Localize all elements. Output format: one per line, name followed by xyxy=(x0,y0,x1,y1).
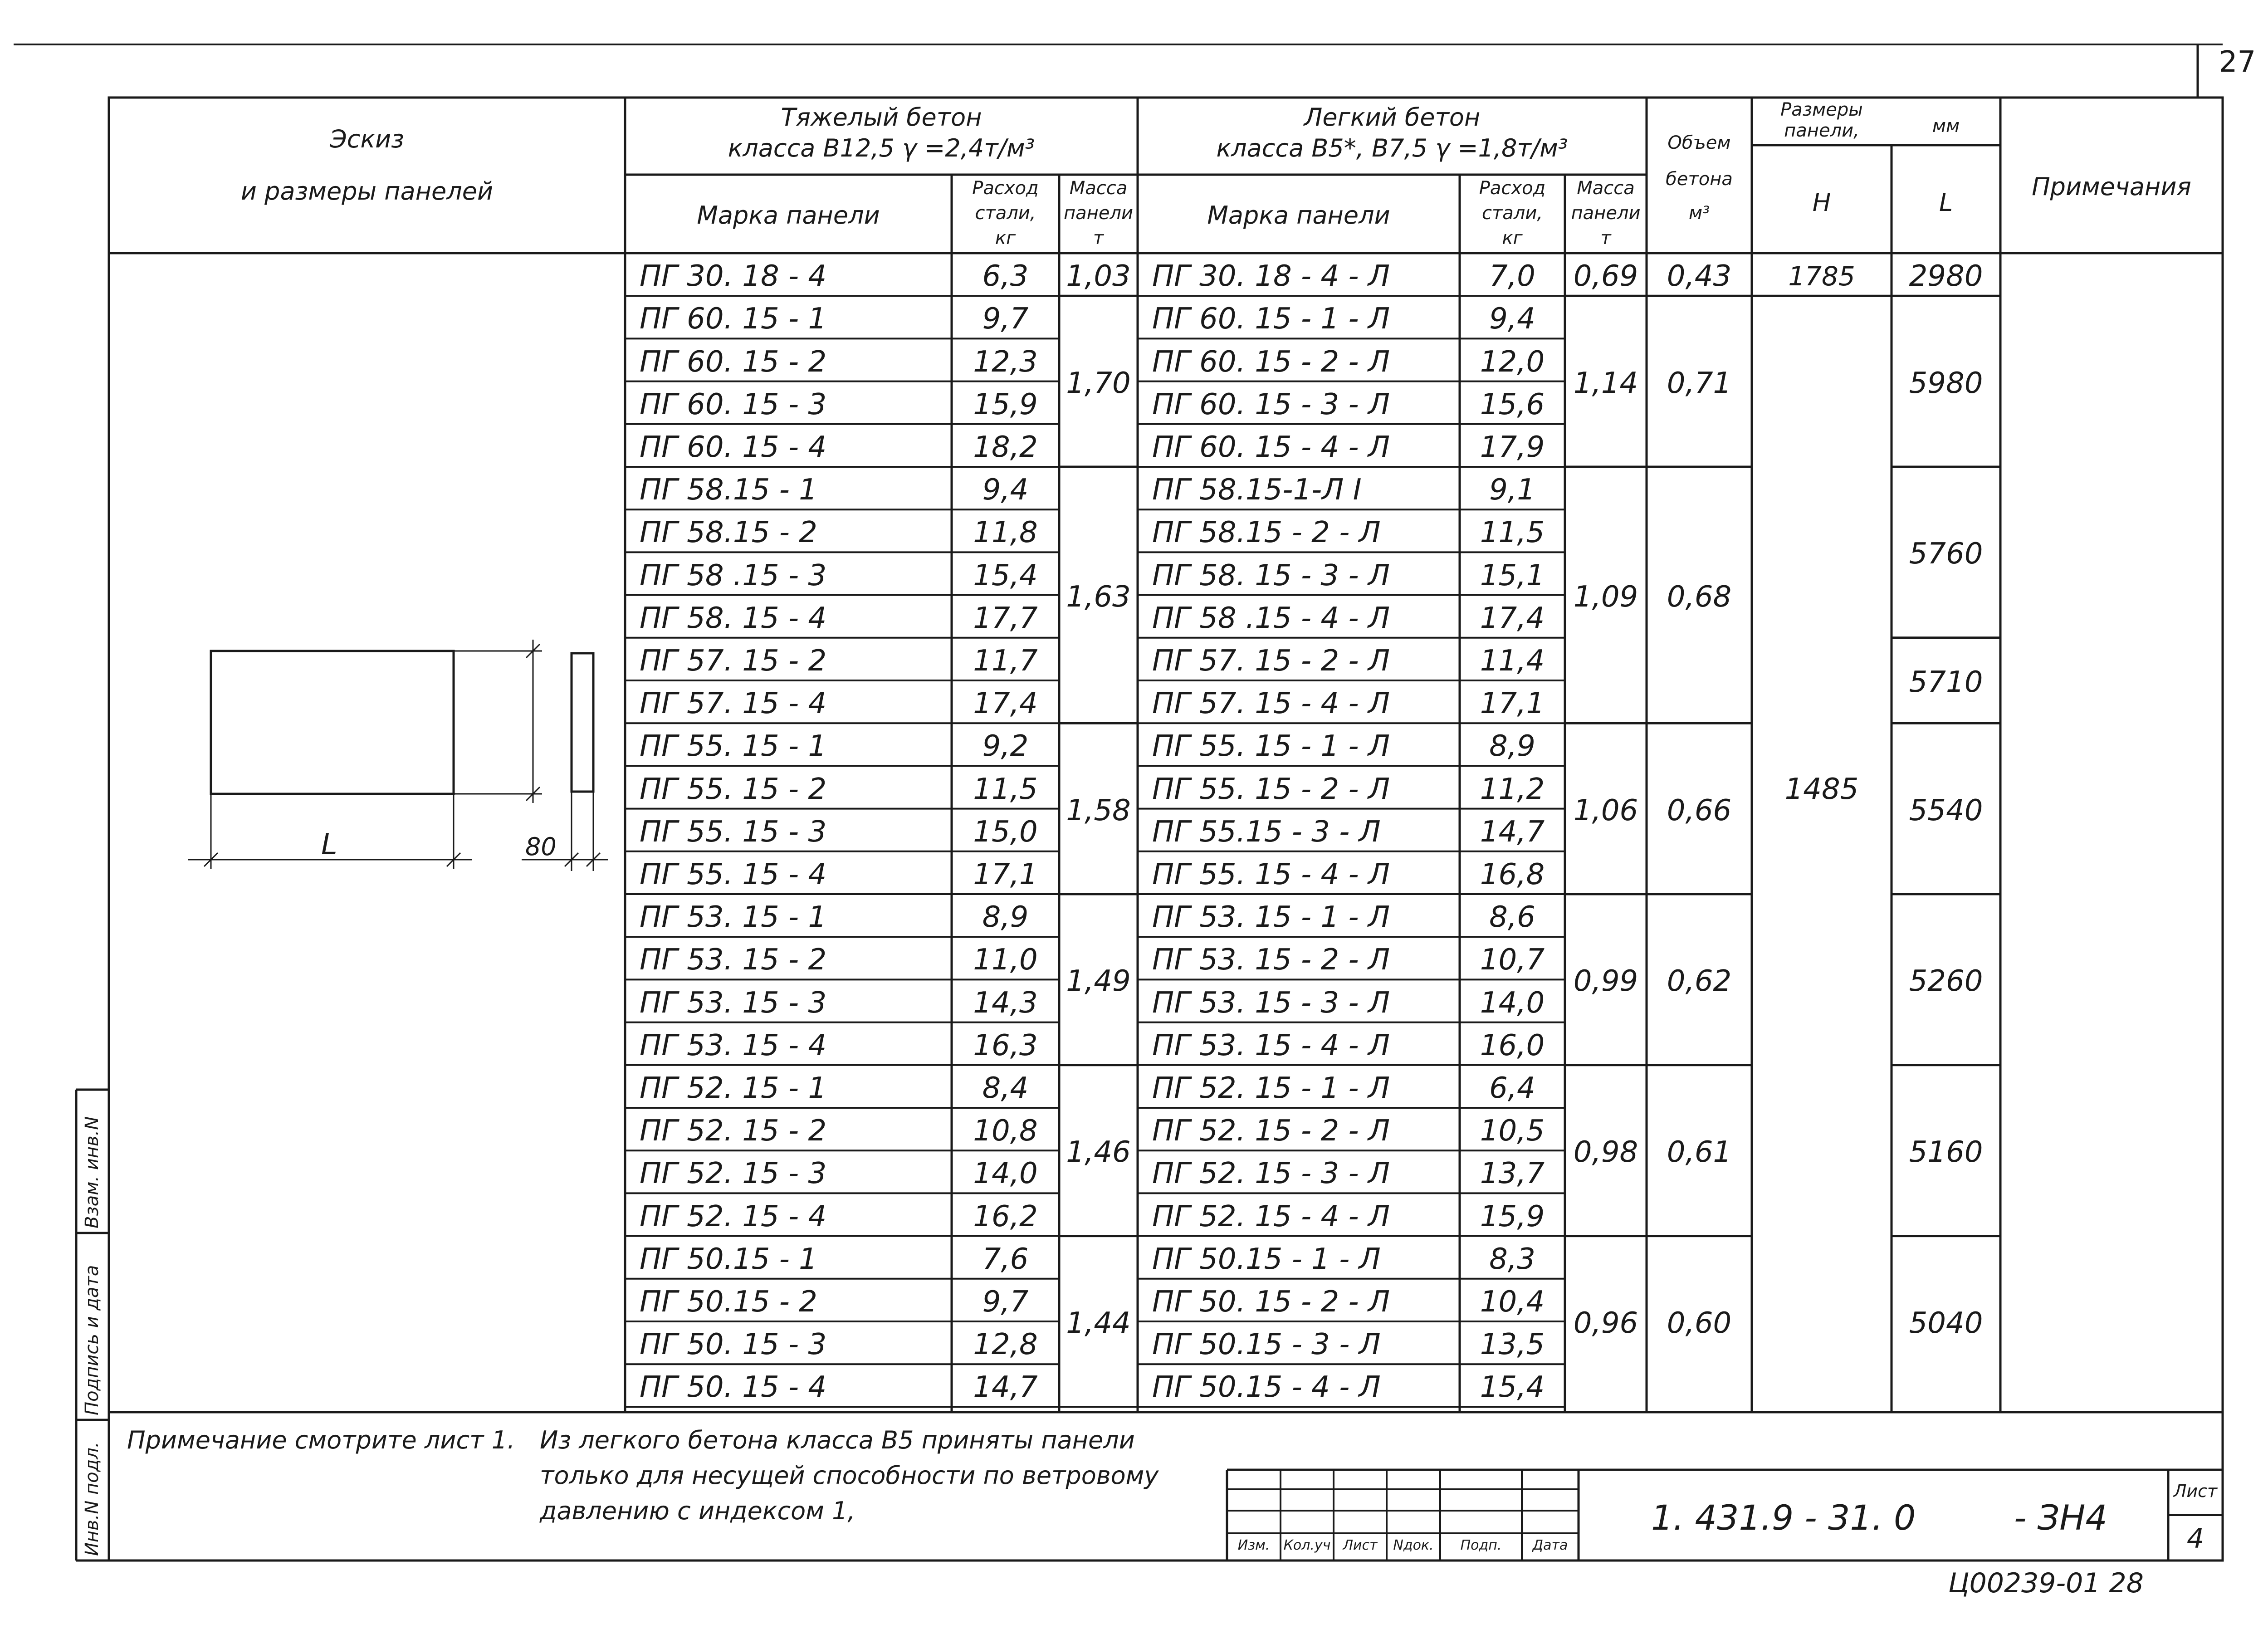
l-dimension-value: 5980 xyxy=(1909,366,1983,400)
document-suffix: - ЗН4 xyxy=(2014,1497,2107,1538)
heavy-panel-mark: ПГ 55. 15 - 2 xyxy=(640,772,827,806)
light-steel-value: 13,7 xyxy=(1480,1157,1545,1191)
heavy-steel-value: 15,9 xyxy=(973,387,1038,421)
light-steel-value: 10,4 xyxy=(1480,1285,1545,1319)
light-steel-value: 15,4 xyxy=(1480,1370,1545,1404)
header-heavy-mass-3: т xyxy=(1093,228,1104,249)
light-panel-mark: ПГ 58.15-1-Л I xyxy=(1152,473,1362,507)
document-code: 1. 431.9 - 31. 0 xyxy=(1651,1497,1916,1538)
light-mass-value: 1,09 xyxy=(1573,580,1638,614)
heavy-steel-value: 7,6 xyxy=(982,1242,1029,1276)
header-light-steel-2: стали, xyxy=(1481,203,1543,224)
heavy-panel-mark: ПГ 60. 15 - 3 xyxy=(640,387,827,421)
heavy-panel-mark: ПГ 58. 15 - 4 xyxy=(640,601,827,635)
heavy-mass-value: 1,63 xyxy=(1066,580,1131,614)
heavy-steel-value: 14,7 xyxy=(973,1370,1038,1404)
header-l: L xyxy=(1939,188,1953,217)
heavy-mass-value: 1,70 xyxy=(1066,366,1131,400)
light-steel-value: 8,9 xyxy=(1489,729,1535,763)
note-line-3: давлению с индексом 1, xyxy=(540,1497,855,1525)
sheet-label: Лист xyxy=(2173,1481,2218,1501)
light-steel-value: 15,6 xyxy=(1480,387,1545,421)
light-panel-mark: ПГ 52. 15 - 1 - Л xyxy=(1152,1071,1390,1105)
header-notes: Примечания xyxy=(2032,172,2191,201)
light-panel-mark: ПГ 52. 15 - 2 - Л xyxy=(1152,1114,1390,1148)
light-panel-mark: ПГ 52. 15 - 4 - Л xyxy=(1152,1199,1390,1233)
heavy-panel-mark: ПГ 50. 15 - 3 xyxy=(640,1328,827,1362)
heavy-panel-mark: ПГ 58 .15 - 3 xyxy=(640,558,827,592)
l-dimension-value: 2980 xyxy=(1909,259,1983,294)
light-panel-mark: ПГ 57. 15 - 2 - Л xyxy=(1152,644,1390,678)
light-steel-value: 6,4 xyxy=(1489,1071,1535,1105)
header-light-steel-3: кг xyxy=(1502,228,1523,249)
header-dims-2: панели, xyxy=(1784,120,1859,141)
light-panel-mark: ПГ 50.15 - 4 - Л xyxy=(1152,1370,1381,1404)
heavy-panel-mark: ПГ 57. 15 - 2 xyxy=(640,644,827,678)
light-steel-value: 16,8 xyxy=(1480,857,1545,891)
l-dimension-value: 5040 xyxy=(1909,1306,1983,1340)
light-steel-value: 14,7 xyxy=(1480,815,1545,849)
light-panel-mark: ПГ 55. 15 - 2 - Л xyxy=(1152,772,1390,806)
light-mass-value: 1,06 xyxy=(1573,793,1638,827)
tb-col-data: Дата xyxy=(1532,1537,1568,1553)
note-label: Примечание смотрите лист 1. xyxy=(127,1426,515,1454)
light-steel-value: 17,1 xyxy=(1480,687,1545,721)
heavy-panel-mark: ПГ 55. 15 - 1 xyxy=(640,729,827,763)
light-panel-mark: ПГ 60. 15 - 3 - Л xyxy=(1152,387,1390,421)
sketch-l-label: L xyxy=(321,828,337,861)
heavy-mass-value: 1,58 xyxy=(1066,793,1131,827)
heavy-steel-value: 11,5 xyxy=(973,772,1038,806)
light-mass-value: 0,98 xyxy=(1573,1135,1638,1169)
light-panel-mark: ПГ 60. 15 - 2 - Л xyxy=(1152,345,1390,379)
header-dims-3: мм xyxy=(1932,116,1960,137)
light-steel-value: 9,4 xyxy=(1489,302,1535,336)
light-panel-mark: ПГ 53. 15 - 2 - Л xyxy=(1152,943,1390,977)
light-steel-value: 8,3 xyxy=(1489,1242,1535,1276)
heavy-panel-mark: ПГ 53. 15 - 4 xyxy=(640,1028,827,1062)
heavy-panel-mark: ПГ 52. 15 - 2 xyxy=(640,1114,827,1148)
light-panel-mark: ПГ 60. 15 - 1 - Л xyxy=(1152,302,1390,336)
light-steel-value: 8,6 xyxy=(1489,900,1535,934)
light-mass-value: 0,69 xyxy=(1573,259,1638,294)
heavy-panel-mark: ПГ 53. 15 - 3 xyxy=(640,986,827,1020)
side-label-inv: Инв.N подл. xyxy=(82,1442,103,1556)
heavy-panel-mark: ПГ 57. 15 - 4 xyxy=(640,687,827,721)
heavy-steel-value: 9,2 xyxy=(982,729,1029,763)
header-heavy-2: класса В12,5 γ =2,4т/м³ xyxy=(728,134,1035,162)
heavy-panel-mark: ПГ 30. 18 - 4 xyxy=(640,259,827,294)
tb-col-kol: Кол.уч xyxy=(1283,1537,1331,1553)
header-dims-1: Размеры xyxy=(1780,99,1863,120)
heavy-steel-value: 16,2 xyxy=(973,1199,1038,1233)
heavy-panel-mark: ПГ 50.15 - 1 xyxy=(640,1242,817,1276)
heavy-panel-mark: ПГ 53. 15 - 2 xyxy=(640,943,827,977)
side-label-vzam: Взам. инв.N xyxy=(82,1116,103,1228)
tb-col-list: Лист xyxy=(1343,1537,1378,1553)
heavy-steel-value: 12,3 xyxy=(973,345,1038,379)
light-panel-mark: ПГ 30. 18 - 4 - Л xyxy=(1152,259,1390,294)
header-h: Н xyxy=(1812,188,1831,217)
light-steel-value: 17,4 xyxy=(1480,601,1545,635)
light-panel-mark: ПГ 53. 15 - 1 - Л xyxy=(1152,900,1390,934)
header-sketch-1: Эскиз xyxy=(330,125,404,153)
heavy-steel-value: 17,1 xyxy=(973,857,1038,891)
heavy-steel-value: 6,3 xyxy=(982,259,1029,294)
volume-value: 0,61 xyxy=(1667,1135,1732,1169)
l-dimension-value: 5540 xyxy=(1909,793,1983,827)
heavy-steel-value: 11,7 xyxy=(973,644,1038,678)
light-steel-value: 10,7 xyxy=(1480,943,1545,977)
heavy-panel-mark: ПГ 58.15 - 2 xyxy=(640,516,817,550)
header-light-mass-2: панели xyxy=(1571,203,1641,224)
light-steel-value: 7,0 xyxy=(1489,259,1535,294)
heavy-panel-mark: ПГ 60. 15 - 2 xyxy=(640,345,827,379)
footer-stamp: Ц00239-01 28 xyxy=(1948,1567,2144,1599)
volume-value: 0,60 xyxy=(1667,1306,1732,1340)
light-panel-mark: ПГ 55.15 - 3 - Л xyxy=(1152,815,1381,849)
l-dimension-value: 5260 xyxy=(1909,964,1983,998)
heavy-panel-mark: ПГ 52. 15 - 3 xyxy=(640,1157,827,1191)
sketch-thickness-label: 80 xyxy=(525,832,557,861)
volume-value: 0,43 xyxy=(1667,259,1732,294)
light-mass-value: 0,96 xyxy=(1573,1306,1638,1340)
h-dimension-value: 1785 xyxy=(1788,261,1855,292)
header-light-2: класса В5*, В7,5 γ =1,8т/м³ xyxy=(1216,134,1568,162)
light-steel-value: 15,9 xyxy=(1480,1199,1545,1233)
header-volume-3: м³ xyxy=(1688,203,1710,224)
header-sketch-2: и размеры панелей xyxy=(240,177,494,205)
light-steel-value: 17,9 xyxy=(1480,430,1545,464)
l-dimension-value: 5160 xyxy=(1909,1135,1983,1169)
light-panel-mark: ПГ 57. 15 - 4 - Л xyxy=(1152,687,1390,721)
tb-col-podp: Подп. xyxy=(1460,1537,1502,1553)
header-light-mark: Марка панели xyxy=(1207,201,1390,230)
heavy-mass-value: 1,49 xyxy=(1066,964,1131,998)
header-volume-2: бетона xyxy=(1666,169,1733,190)
heavy-panel-mark: ПГ 58.15 - 1 xyxy=(640,473,817,507)
heavy-steel-value: 14,3 xyxy=(973,986,1038,1020)
light-panel-mark: ПГ 55. 15 - 1 - Л xyxy=(1152,729,1390,763)
light-steel-value: 13,5 xyxy=(1480,1328,1545,1362)
side-label-sign: Подпись и дата xyxy=(82,1265,103,1415)
heavy-panel-mark: ПГ 52. 15 - 4 xyxy=(640,1199,827,1233)
header-light-mass-1: Масса xyxy=(1577,178,1635,199)
heavy-mass-value: 1,03 xyxy=(1066,259,1131,294)
heavy-steel-value: 18,2 xyxy=(973,430,1038,464)
heavy-panel-mark: ПГ 55. 15 - 4 xyxy=(640,857,827,891)
sheet-num: 4 xyxy=(2186,1523,2204,1555)
heavy-panel-mark: ПГ 50. 15 - 4 xyxy=(640,1370,827,1404)
light-steel-value: 12,0 xyxy=(1480,345,1545,379)
light-steel-value: 11,4 xyxy=(1480,644,1545,678)
header-light-1: Легкий бетон xyxy=(1304,103,1481,132)
note-line-2: только для несущей способности по ветровому xyxy=(540,1461,1159,1490)
light-panel-mark: ПГ 58. 15 - 3 - Л xyxy=(1152,558,1390,592)
header-heavy-steel-2: стали, xyxy=(975,203,1036,224)
heavy-steel-value: 17,4 xyxy=(973,687,1038,721)
heavy-panel-mark: ПГ 53. 15 - 1 xyxy=(640,900,827,934)
light-steel-value: 10,5 xyxy=(1480,1114,1545,1148)
light-panel-mark: ПГ 50.15 - 3 - Л xyxy=(1152,1328,1381,1362)
light-steel-value: 15,1 xyxy=(1480,558,1545,592)
heavy-steel-value: 9,7 xyxy=(982,302,1029,336)
volume-value: 0,71 xyxy=(1667,366,1732,400)
heavy-panel-mark: ПГ 52. 15 - 1 xyxy=(640,1071,827,1105)
light-panel-mark: ПГ 52. 15 - 3 - Л xyxy=(1152,1157,1390,1191)
light-steel-value: 9,1 xyxy=(1489,473,1535,507)
heavy-steel-value: 11,8 xyxy=(973,516,1038,550)
heavy-steel-value: 16,3 xyxy=(973,1028,1038,1062)
light-steel-value: 16,0 xyxy=(1480,1028,1545,1062)
volume-value: 0,68 xyxy=(1667,580,1732,614)
light-steel-value: 14,0 xyxy=(1480,986,1545,1020)
light-panel-mark: ПГ 58 .15 - 4 - Л xyxy=(1152,601,1390,635)
heavy-mass-value: 1,44 xyxy=(1066,1306,1131,1340)
heavy-steel-value: 8,4 xyxy=(982,1071,1029,1105)
heavy-steel-value: 14,0 xyxy=(973,1157,1038,1191)
heavy-steel-value: 8,9 xyxy=(982,900,1029,934)
header-heavy-steel-3: кг xyxy=(995,228,1016,249)
heavy-steel-value: 15,0 xyxy=(973,815,1038,849)
tb-col-ndok: Nдок. xyxy=(1393,1537,1434,1553)
light-panel-mark: ПГ 50. 15 - 2 - Л xyxy=(1152,1285,1390,1319)
volume-value: 0,62 xyxy=(1667,964,1732,998)
light-panel-mark: ПГ 50.15 - 1 - Л xyxy=(1152,1242,1381,1276)
heavy-steel-value: 9,4 xyxy=(982,473,1029,507)
light-mass-value: 0,99 xyxy=(1573,964,1638,998)
heavy-steel-value: 15,4 xyxy=(973,558,1038,592)
l-dimension-value: 5760 xyxy=(1909,537,1983,571)
light-panel-mark: ПГ 55. 15 - 4 - Л xyxy=(1152,857,1390,891)
light-panel-mark: ПГ 60. 15 - 4 - Л xyxy=(1152,430,1390,464)
light-mass-value: 1,14 xyxy=(1573,366,1638,400)
l-dimension-value: 5710 xyxy=(1909,665,1983,699)
header-light-mass-3: т xyxy=(1600,228,1611,249)
light-panel-mark: ПГ 53. 15 - 3 - Л xyxy=(1152,986,1390,1020)
heavy-panel-mark: ПГ 55. 15 - 3 xyxy=(640,815,827,849)
tb-col-izm: Изм. xyxy=(1237,1537,1270,1553)
h-dimension-value: 1485 xyxy=(1784,772,1859,806)
header-heavy-steel-1: Расход xyxy=(972,178,1039,199)
heavy-steel-value: 9,7 xyxy=(982,1285,1029,1319)
header-heavy-mark: Марка панели xyxy=(697,201,880,230)
volume-value: 0,66 xyxy=(1667,793,1732,827)
heavy-panel-mark: ПГ 50.15 - 2 xyxy=(640,1285,817,1319)
light-panel-mark: ПГ 58.15 - 2 - Л xyxy=(1152,516,1381,550)
heavy-panel-mark: ПГ 60. 15 - 4 xyxy=(640,430,827,464)
header-heavy-mass-1: Масса xyxy=(1069,178,1128,199)
light-steel-value: 11,2 xyxy=(1480,772,1545,806)
heavy-steel-value: 11,0 xyxy=(973,943,1038,977)
light-steel-value: 11,5 xyxy=(1480,516,1545,550)
heavy-steel-value: 10,8 xyxy=(973,1114,1038,1148)
light-panel-mark: ПГ 53. 15 - 4 - Л xyxy=(1152,1028,1390,1062)
header-volume-1: Объем xyxy=(1667,132,1731,153)
sheet-number-top: 27 xyxy=(2219,45,2256,79)
note-line-1: Из легкого бетона класса В5 приняты панели xyxy=(540,1426,1135,1454)
heavy-steel-value: 17,7 xyxy=(973,601,1038,635)
heavy-mass-value: 1,46 xyxy=(1066,1135,1131,1169)
header-light-steel-1: Расход xyxy=(1479,178,1546,199)
header-heavy-mass-2: панели xyxy=(1064,203,1133,224)
heavy-panel-mark: ПГ 60. 15 - 1 xyxy=(640,302,827,336)
header-heavy-1: Тяжелый бетон xyxy=(781,103,982,132)
heavy-steel-value: 12,8 xyxy=(973,1328,1038,1362)
